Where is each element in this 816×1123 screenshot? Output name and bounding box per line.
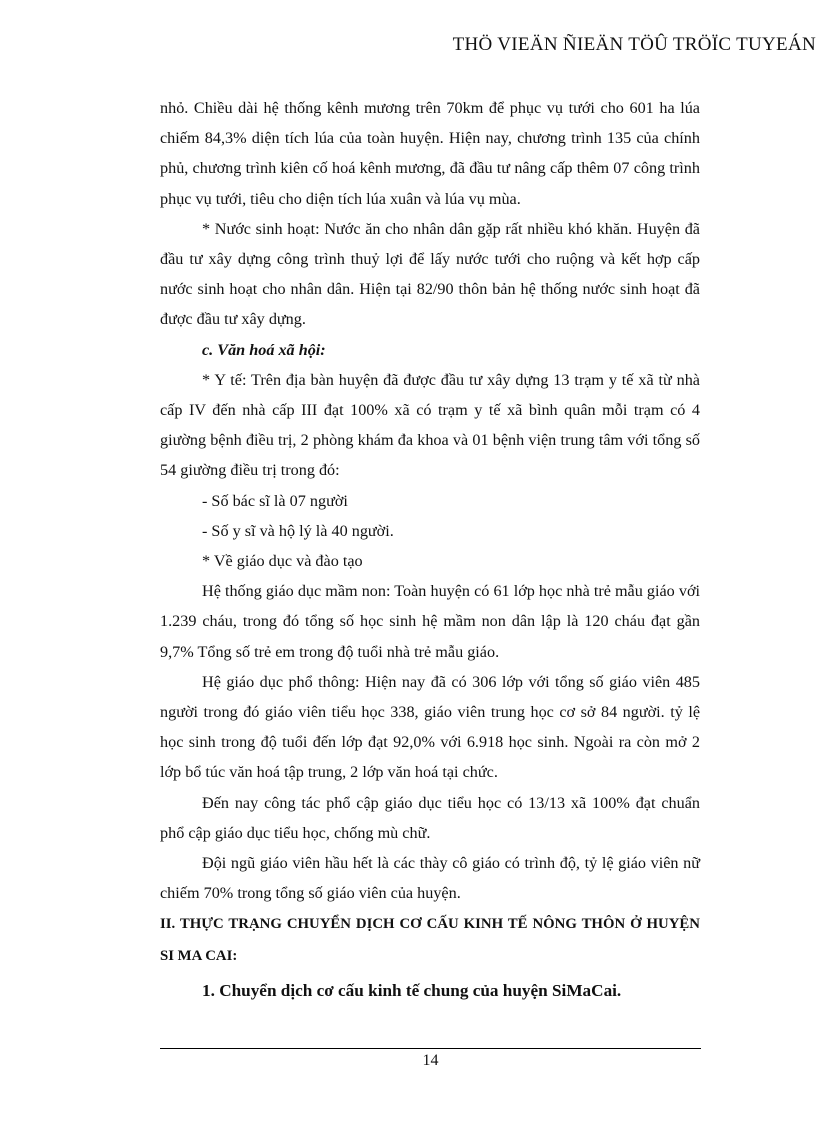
paragraph-health: * Y tế: Trên địa bàn huyện đã được đầu tư xây dựng 13 trạm y tế xã từ nhà cấp IV đến nhà cấp III đạt 100% xã có trạm y tế xã bình quân mỗi trạm có 4 giường bệnh điều trị, 2 phòng khám đa khoa và 01 bệnh viện trung tâm với tổng số 54 giường điều trị trong đó:: [160, 370, 700, 480]
list-item-nurses: - Số y sĩ và hộ lý là 40 người.: [202, 521, 394, 540]
running-header: THÖ VIEÄN ÑIEÄN TÖÛ TRÖÏC TUYEÁN: [452, 34, 816, 55]
section-heading: II. THỰC TRẠNG CHUYỂN DỊCH CƠ CẤU KINH TẾ NÔNG THÔN Ở HUYỆN SI MA CAI:: [160, 916, 700, 965]
paragraph-universal-education: Đến nay công tác phổ cập giáo dục tiểu học có 13/13 xã 100% đạt chuẩn phổ cập giáo dục tiểu học, chống mù chữ.: [160, 793, 700, 842]
paragraph-irrigation: nhỏ. Chiều dài hệ thống kênh mương trên 70km để phục vụ tưới cho 601 ha lúa chiếm 84,3% diện tích lúa của toàn huyện. Hiện nay, chương trình 135 của chính phủ, chương trình kiên cố hoá kênh mương, đã đầu tư nâng cấp thêm 07 công trình phục vụ tưới, tiêu cho diện tích lúa xuân và lúa vụ mùa.: [160, 99, 700, 208]
sub-heading: 1. Chuyển dịch cơ cấu kinh tế chung của huyện SiMaCai.: [202, 981, 622, 1001]
paragraph-preschool: Hệ thống giáo dục mầm non: Toàn huyện có 61 lớp học nhà trẻ mẫu giáo với 1.239 cháu, trong đó tổng số học sinh hệ mầm non dân lập là 120 cháu đạt gần 9,7% Tổng số trẻ em trong độ tuổi nhà trẻ mẫu giáo.: [160, 582, 700, 661]
footer-divider: [160, 1048, 701, 1049]
list-item-doctors: - Số bác sĩ là 07 người: [202, 491, 348, 510]
paragraph-general-education: Hệ giáo dục phổ thông: Hiện nay đã có 306 lớp với tổng số giáo viên 485 người trong đó giáo viên tiểu học 338, giáo viên trung học cơ sở 84 người. tỷ lệ học sinh trong độ tuổi đến lớp đạt 92,0% với 6.918 học sinh. Ngoài ra còn mở 2 lớp bổ túc văn hoá tập trung, 2 lớp văn hoá tại chức.: [160, 672, 700, 782]
paragraph-teachers: Đội ngũ giáo viên hầu hết là các thày cô giáo có trình độ, tỷ lệ giáo viên nữ chiếm 70% trong tổng số giáo viên của huyện.: [160, 854, 700, 903]
paragraph-domestic-water: * Nước sinh hoạt: Nước ăn cho nhân dân gặp rất nhiều khó khăn. Huyện đã đầu tư xây dựng công trình thuỷ lợi để lấy nước tưới cho ruộng và kết hợp cấp nước sinh hoạt cho nhân dân. Hiện tại 82/90 thôn bản hệ thống nước sinh hoạt đã được đầu tư xây dựng.: [160, 219, 700, 329]
page-body: [160, 93, 700, 1007]
subheading-culture-society: c. Văn hoá xã hội:: [202, 340, 326, 359]
page-number: 14: [422, 1052, 439, 1069]
paragraph-education-title: * Về giáo dục và đào tạo: [202, 552, 363, 571]
